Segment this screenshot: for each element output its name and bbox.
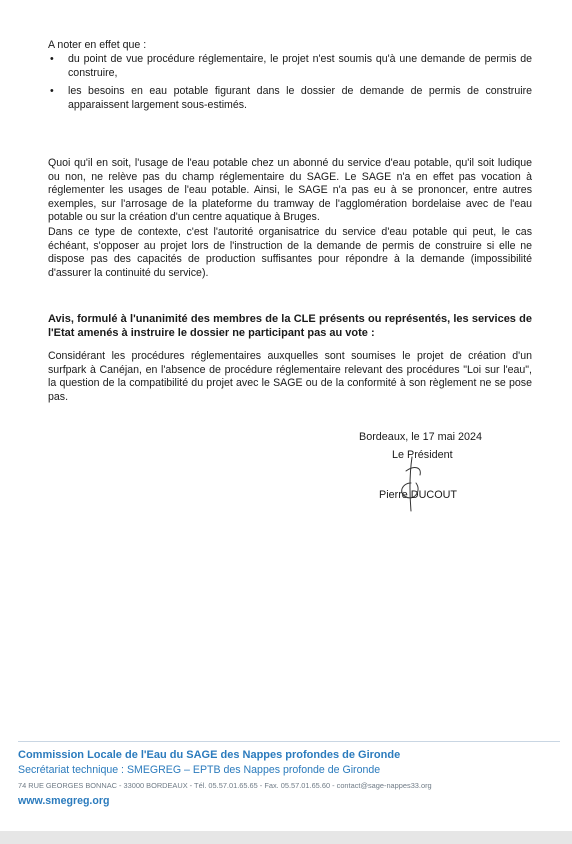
bullet-item <box>48 85 532 112</box>
paragraph-usage: Quoi qu'il en soit, l'usage de l'eau potable chez un abonné du service d'eau potable, qu'il soit ludique ou non, ne relève pas du champ réglementaire du SAGE. Le SAGE n'a en effet pas vocation à réglementer les usages de l'eau potable. Ainsi, le SAGE n'a pas eu à se prononcer, entre autres exemples, sur l'arrosage de la plateforme du tramway de l'agglomération bordelaise avec de l'eau potable ou sur la création d'un centre aquatique à Bruges. <box>48 157 532 224</box>
paragraph-context: Dans ce type de contexte, c'est l'autorité organisatrice du service d'eau potable qui peut, le cas échéant, s'opposer au projet lors de l'instruction de la demande de permis de construire si elle ne dispose pas des capacités de production suffisantes pour répondre à la demande (impossibilité d'assurer la continuité du service). <box>48 226 532 279</box>
page-bottom-band <box>0 831 572 844</box>
bullet-text: les besoins en eau potable figurant dans le dossier de demande de permis de construire apparaissent largement sous-estimés. <box>68 85 532 111</box>
signature-title: Le Président <box>392 449 453 461</box>
bullet-icon: • <box>50 85 54 98</box>
signature-date: Bordeaux, le 17 mai 2024 <box>359 431 483 443</box>
footer-website-link[interactable]: www.smegreg.org <box>18 795 110 807</box>
paragraph-conclusion: Considérant les procédures réglementaires auxquelles sont soumises le projet de création d'un surfpark à Canéjan, en l'absence de procédure réglementaire relevant des procédures "Loi sur l'eau", la question de la compatibilité du projet avec le SAGE ou de la conformité à son règlement ne se pose pas. <box>48 350 532 403</box>
bullet-icon: • <box>50 53 54 65</box>
avis-heading: Avis, formulé à l'unanimité des membres de la CLE présents ou représentés, les services de l'Etat amenés à instruire le dossier ne participant pas au vote : <box>48 313 532 339</box>
bullet-item <box>48 53 532 80</box>
bullet-list <box>48 53 532 117</box>
bullet-text: du point de vue procédure réglementaire, le projet n'est soumis qu'à une demande de permis de construire, <box>68 53 532 79</box>
signatory-name: Pierre DUCOUT <box>379 489 457 501</box>
footer-address: 74 RUE GEORGES BONNAC - 33000 BORDEAUX - Tél. 05.57.01.65.65 - Fax. 05.57.01.65.60 - contact@sage-nappes33.org <box>18 781 432 790</box>
handwritten-signature <box>392 453 444 515</box>
footer-divider <box>18 741 560 742</box>
footer-organisation: Commission Locale de l'Eau du SAGE des Nappes profondes de Gironde <box>18 749 401 761</box>
footer-secretariat: Secrétariat technique : SMEGREG – EPTB des Nappes profonde de Gironde <box>18 764 381 776</box>
intro-text: A noter en effet que : <box>48 39 147 51</box>
